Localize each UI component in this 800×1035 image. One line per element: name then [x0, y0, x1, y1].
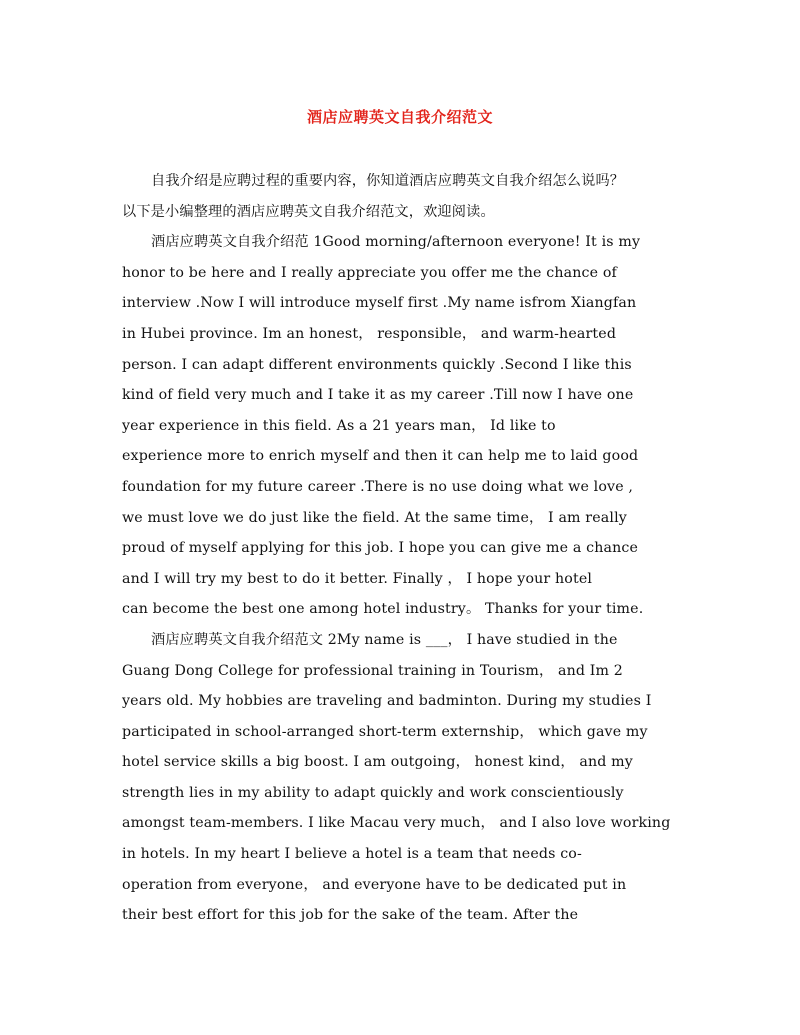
text-line: 以下是小编整理的酒店应聘英文自我介绍范文，欢迎阅读。	[122, 203, 495, 220]
text-line: 酒店应聘英文自我介绍范文 2My name is ___， I have studied in the	[151, 631, 618, 648]
text-line: strength lies in my ability to adapt quickly and work conscientiously	[122, 784, 624, 801]
text-line: in Hubei province. Im an honest， responsible， and warm-hearted	[122, 325, 617, 342]
document-body	[122, 166, 682, 931]
text-line: years old. My hobbies are traveling and badminton. During my studies I	[122, 693, 652, 710]
text-line: proud of myself applying for this job. I hope you can give me a chance	[122, 540, 639, 557]
text-line: amongst team-members. I like Macau very much， and I also love working	[122, 815, 671, 832]
text-line: we must love we do just like the field. At the same time， I am really	[122, 509, 627, 526]
document-title: 酒店应聘英文自我介绍范文	[306, 108, 493, 126]
text-line: their best effort for this job for the sake of the team. After the	[122, 907, 579, 924]
text-line: interview .Now I will introduce myself first .My name isfrom Xiangfan	[122, 295, 637, 312]
text-line: can become the best one among hotel industry。 Thanks for your time.	[122, 601, 644, 618]
text-line: kind of field very much and I take it as my career .Till now I have one	[122, 387, 634, 404]
text-line: hotel service skills a big boost. I am outgoing， honest kind， and my	[122, 754, 633, 771]
text-line: in hotels. In my heart I believe a hotel is a team that needs co-	[122, 846, 582, 863]
text-line: operation from everyone， and everyone have to be dedicated put in	[122, 876, 627, 893]
text-line: and I will try my best to do it better. Finally ， I hope your hotel	[122, 570, 593, 587]
text-line: Guang Dong College for professional training in Tourism， and Im 2	[122, 662, 623, 679]
text-line: 酒店应聘英文自我介绍范 1Good morning/afternoon everyone! It is my	[151, 234, 641, 251]
text-line: foundation for my future career .There is no use doing what we love ,	[122, 478, 634, 495]
text-line: 自我介绍是应聘过程的重要内容，你知道酒店应聘英文自我介绍怎么说吗？	[151, 173, 625, 189]
text-line: experience more to enrich myself and then it can help me to laid good	[122, 448, 639, 465]
text-line: participated in school-arranged short-term externship， which gave my	[122, 723, 648, 740]
text-line: person. I can adapt different environments quickly .Second I like this	[122, 356, 632, 373]
text-line: year experience in this field. As a 21 years man， Id like to	[122, 417, 556, 434]
text-line: honor to be here and I really appreciate you offer me the chance of	[122, 264, 617, 281]
